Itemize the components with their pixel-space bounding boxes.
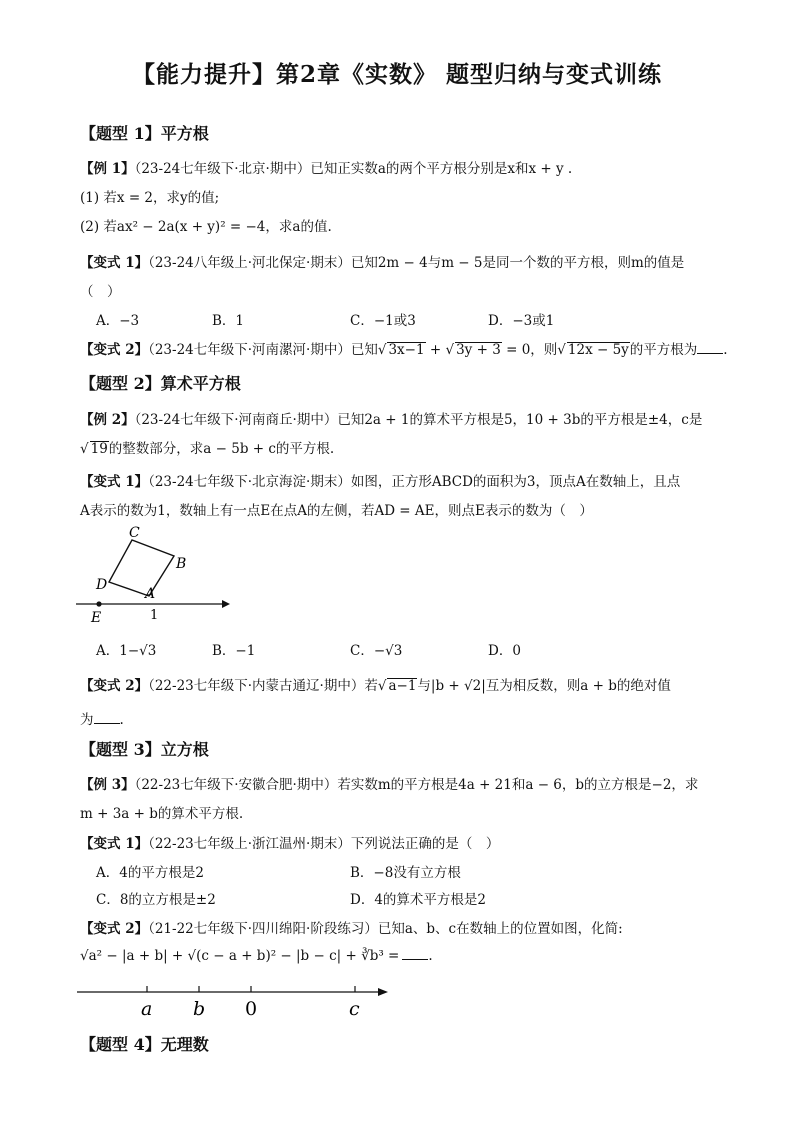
abs-content: b + √2 [435,678,482,694]
variant-3-2 [80,917,623,937]
example-3-text: （22-23七年级下·安徽合肥·期中）若实数m的平方根是4a + 21和a − 6，b的立方根是−2，求 [134,777,699,793]
variant-1-2 [80,338,728,358]
section-heading-4: 【题型 4】无理数 [80,1035,209,1054]
square-abcd [109,540,174,596]
example-1-q1: (1) 若x = 2，求y的值; [80,190,220,206]
variant-3-1-option-d: D．4的算术平方根是2 [350,892,487,908]
variant-3-2-text: （21-22七年级下·四川绵阳·阶段练习）已知a、b、c在数轴上的位置如图，化简: [148,921,623,937]
label-e: E [91,610,102,626]
arrow-head-icon [222,600,230,608]
formula-text: √a² − |a + b| + √(c − a + b)² − |b − c| + ∛b³ = [80,948,400,964]
abs-bar: | [430,678,436,694]
variant-2-2-mid: 与 [417,678,431,694]
example-2-text: （23-24七年级下·河南商丘·期中）已知2a + 1的算术平方根是5，10 + 3b的平方根是±4，c是 [134,412,703,428]
variant-2-2-line2 [80,708,124,728]
point-e-dot [96,601,101,606]
period: . [428,948,433,964]
variant-1-2-tag: 【变式 2】 [80,342,149,358]
variant-3-1-tag: 【变式 1】 [80,836,149,852]
label-zero: 0 [245,998,258,1020]
variant-1-1-option-c: C．−1或3 [350,313,416,329]
example-1-text: （23-24七年级下·北京·期中）已知正实数a的两个平方根分别是x和x + y . [134,161,573,177]
variant-3-1-option-c: C．8的立方根是±2 [96,892,216,908]
variant-3-2-formula [80,947,433,964]
arrow-head-icon [378,988,388,996]
variant-2-1-option-c: C．−√3 [350,643,403,659]
example-1-q2: (2) 若ax² − 2a(x + y)² = −4，求a的值. [80,219,332,235]
radicand-a-minus-1: a−1 [388,678,417,694]
variant-3-1-text: （22-23七年级上·浙江温州·期末）下列说法正确的是（ ） [148,836,500,852]
example-1-tag: 【例 1】 [80,161,135,177]
square-on-number-line-figure [70,524,240,628]
example-1 [80,157,572,177]
variant-2-1-option-b: B．−1 [212,643,256,659]
variant-3-2-tag: 【变式 2】 [80,921,149,937]
label-b: b [193,998,206,1020]
answer-blank [94,711,120,724]
variant-2-1-option-d: D．0 [488,643,521,659]
radicand-3: 12x − 5y [567,342,629,358]
variant-1-1-tag: 【变式 1】 [80,255,149,271]
variant-2-2-tag: 【变式 2】 [80,678,149,694]
variant-1-1-option-d: D．−3或1 [488,313,555,329]
example-2 [80,408,702,428]
radical-sign: √ [377,342,387,358]
variant-1-1-paren: （ ） [80,284,121,300]
example-3-tag: 【例 3】 [80,777,135,793]
example-3-line2: m + 3a + b的算术平方根. [80,806,244,822]
label-c: c [349,998,360,1020]
answer-blank [402,947,428,960]
variant-2-1-tag: 【变式 1】 [80,474,149,490]
label-c: C [129,525,140,541]
example-2-tag: 【例 2】 [80,412,135,428]
variant-1-2-pre: （23-24七年级下·河南漯河·期中）已知 [148,342,378,358]
abc-number-line-figure [72,972,398,1024]
label-a: a [141,998,153,1020]
answer-blank [697,341,723,354]
abs-bar: | [481,678,486,694]
period: . [723,342,728,358]
example-2-text2: 的整数部分，求a − 5b + c的平方根. [108,441,335,457]
variant-3-1-option-b: B．−8没有立方根 [350,865,461,881]
example-2-line2 [80,437,334,457]
variant-3-1 [80,832,499,852]
variant-1-1 [80,251,684,271]
variant-2-2-post: 互为相反数，则a + b的绝对值 [485,678,671,694]
variant-1-1-option-b: B．1 [212,313,245,329]
radicand-1: 3x−1 [388,342,425,358]
radicand-2: 3y + 3 [456,342,501,358]
section-heading-3: 【题型 3】立方根 [80,740,209,759]
section-heading-2: 【题型 2】算术平方根 [80,374,241,393]
radical-sign: √ [445,342,455,358]
page-title: 【能力提升】第2章《实数》 题型归纳与变式训练 [131,61,662,88]
variant-2-1-text: （23-24七年级下·北京海淀·期末）如图，正方形ABCD的面积为3，顶点A在数轴上，且点 [148,474,681,490]
variant-1-2-post: 的平方根为 [629,342,698,358]
variant-2-2-pre: （22-23七年级下·内蒙古通辽·期中）若 [148,678,378,694]
period: . [119,712,124,728]
variant-2-2 [80,674,671,694]
example-3 [80,773,698,793]
label-d: D [96,577,108,593]
variant-2-1 [80,470,680,490]
variant-1-1-text: （23-24八年级上·河北保定·期末）已知2m − 4与m − 5是同一个数的平方根，则m的值是 [148,255,685,271]
variant-1-2-mid: = 0，则 [501,342,558,358]
label-b: B [176,556,187,572]
radicand-19: 19 [90,441,108,457]
radical-sign: √ [557,342,566,358]
label-a: A [145,586,156,602]
variant-3-1-option-a: A．4的平方根是2 [96,865,204,881]
label-one: 1 [150,608,159,623]
section-heading-1: 【题型 1】平方根 [80,124,209,143]
variant-2-1-line2: A表示的数为1，数轴上有一点E在点A的左侧，若AD = AE，则点E表示的数为（ ） [80,503,593,519]
plus-sign: + [425,342,446,358]
variant-2-2-line2-text: 为 [80,712,94,728]
variant-1-1-option-a: A．−3 [96,313,140,329]
radical-sign: √ [80,441,89,457]
radical-sign: √ [377,678,387,694]
variant-2-1-option-a: A．1−√3 [96,643,157,659]
